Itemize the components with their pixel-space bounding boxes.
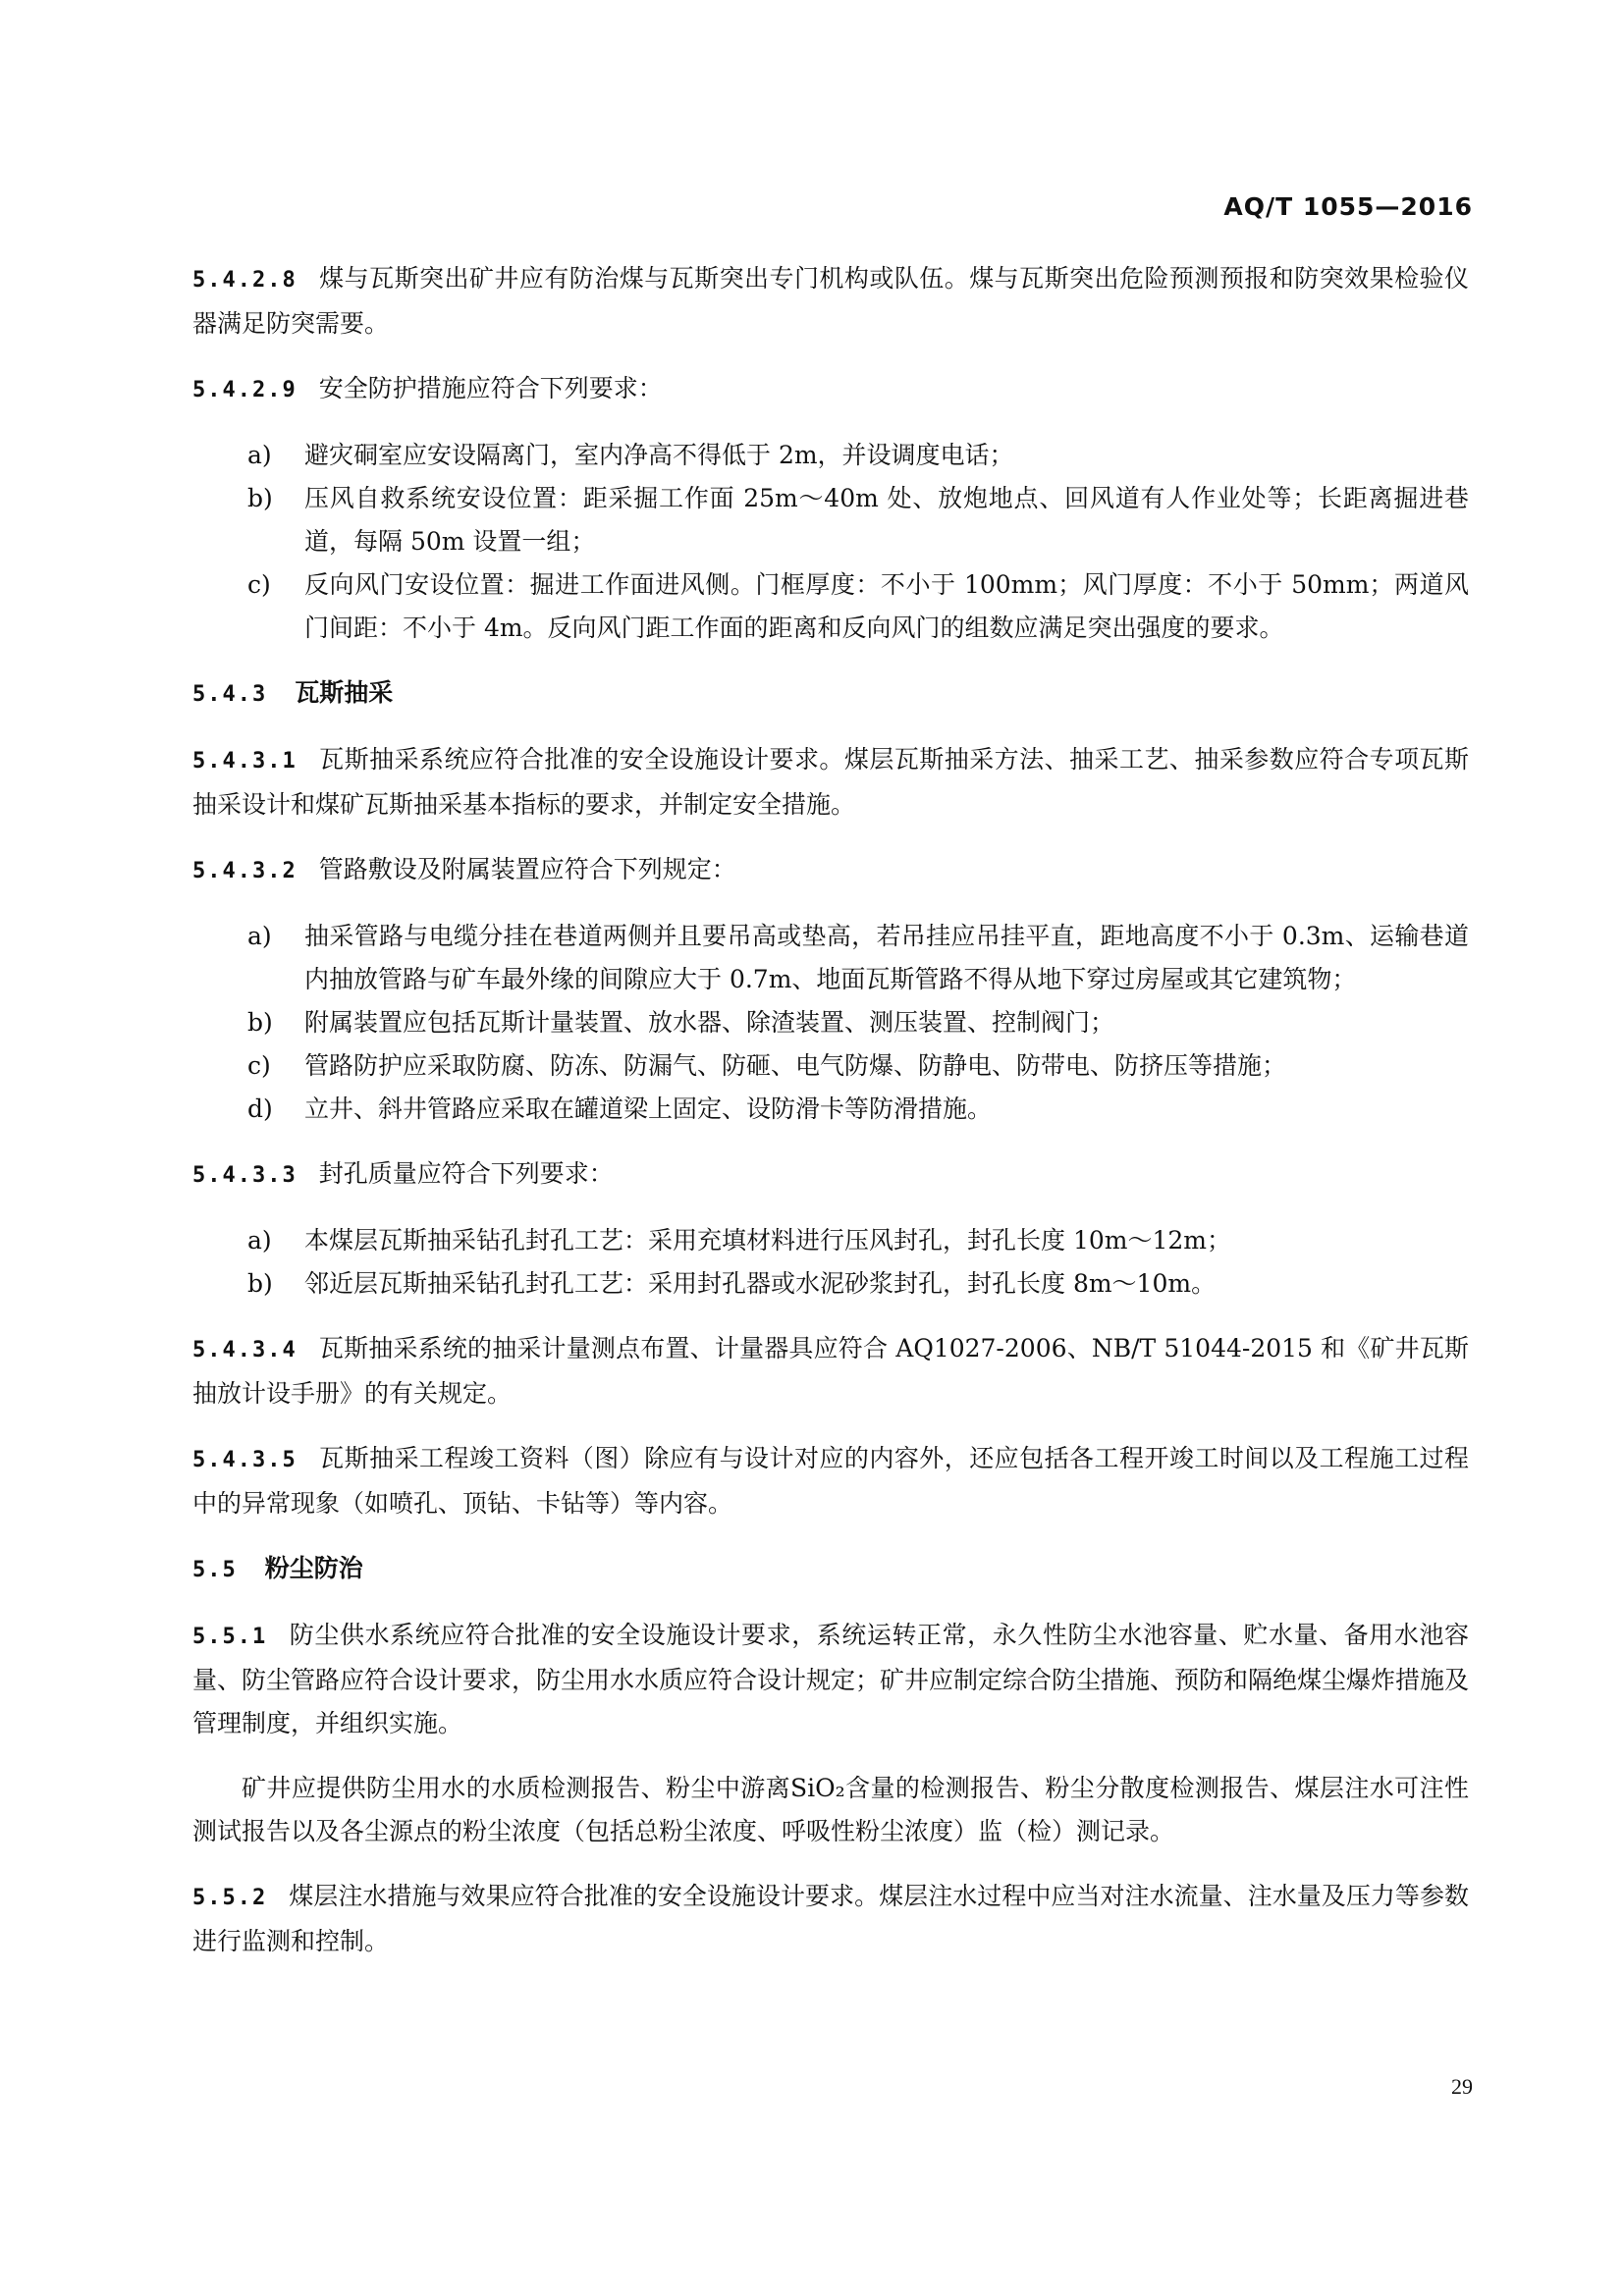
list-text: 邻近层瓦斯抽采钻孔封孔工艺：采用封孔器或水泥砂浆封孔，封孔长度 8m～10m。 xyxy=(304,1269,1217,1298)
list-label: b) xyxy=(247,1008,273,1037)
list-item xyxy=(192,1044,1469,1088)
list-text: 本煤层瓦斯抽采钻孔封孔工艺：采用充填材料进行压风封孔，封孔长度 10m～12m； xyxy=(304,1226,1231,1255)
clause-text: 煤层注水措施与效果应符合批准的安全设施设计要求。煤层注水过程中应当对注水流量、注水量及压力等参数进行监测和控制。 xyxy=(192,1882,1469,1955)
list-label: d) xyxy=(247,1095,273,1123)
list-label: c) xyxy=(247,570,271,599)
clause-text: 瓦斯抽采系统的抽采计量测点布置、计量器具应符合 AQ1027-2006、NB/T 51044-2015 和《矿井瓦斯抽放计设手册》的有关规定。 xyxy=(192,1334,1469,1408)
list-item xyxy=(192,1219,1469,1262)
clause-5-4-3-4 xyxy=(192,1327,1469,1415)
clause-text: 防尘供水系统应符合批准的安全设施设计要求，系统运转正常，永久性防尘水池容量、贮水量、备用水池容量、防尘管路应符合设计要求，防尘用水水质应符合设计规定；矿井应制定综合防尘措施、预防和隔绝煤尘爆炸措施及管理制度，并组织实施。 xyxy=(192,1621,1470,1737)
page-number: 29 xyxy=(1451,2074,1473,2099)
list-item xyxy=(192,1001,1469,1044)
clause-number: 5.4.3.3 xyxy=(192,1163,298,1188)
document-body xyxy=(192,257,1469,1985)
list-label: a) xyxy=(247,1226,272,1255)
clause-number: 5.4.3.5 xyxy=(192,1448,298,1472)
clause-text: 瓦斯抽采工程竣工资料（图）除应有与设计对应的内容外，还应包括各工程开竣工时间以及工程施工过程中的异常现象（如喷孔、顶钻、卡钻等）等内容。 xyxy=(192,1444,1469,1518)
list-label: b) xyxy=(247,484,273,512)
clause-number: 5.5.1 xyxy=(192,1625,268,1649)
list-5-4-3-3 xyxy=(192,1219,1469,1306)
clause-5-4-3-2 xyxy=(192,848,1469,893)
list-label: c) xyxy=(247,1051,271,1080)
clause-number: 5.4.3.2 xyxy=(192,859,298,883)
list-label: b) xyxy=(247,1269,273,1298)
list-text: 反向风门安设位置：掘进工作面进风侧。门框厚度：不小于 100mm；风门厚度：不小于 50mm；两道风门间距：不小于 4m。反向风门距工作面的距离和反向风门的组数应满足突出强度的要求。 xyxy=(304,570,1469,642)
clause-5-5-1 xyxy=(192,1614,1469,1745)
list-item xyxy=(192,434,1469,477)
clause-number: 5.5.2 xyxy=(192,1886,268,1910)
section-title: 粉尘防治 xyxy=(264,1554,363,1582)
list-item xyxy=(192,915,1469,1001)
list-label: a) xyxy=(247,441,272,469)
clause-number: 5.4.2.9 xyxy=(192,378,298,402)
list-label: a) xyxy=(247,922,272,950)
list-text: 抽采管路与电缆分挂在巷道两侧并且要吊高或垫高，若吊挂应吊挂平直，距地高度不小于 0.3m、运输巷道内抽放管路与矿车最外缘的间隙应大于 0.7m、地面瓦斯管路不得从地下穿过房屋或其它建筑物； xyxy=(304,922,1469,993)
list-text: 避灾硐室应安设隔离门，室内净高不得低于 2m，并设调度电话； xyxy=(304,441,1014,469)
list-item xyxy=(192,477,1469,563)
list-text: 管路防护应采取防腐、防冻、防漏气、防砸、电气防爆、防静电、防带电、防挤压等措施； xyxy=(304,1051,1287,1080)
clause-number: 5.4.3.4 xyxy=(192,1338,298,1362)
section-heading-5-5 xyxy=(192,1547,1469,1592)
list-5-4-2-9 xyxy=(192,434,1469,650)
document-code: AQ/T 1055—2016 xyxy=(1223,192,1473,221)
list-item xyxy=(192,563,1469,650)
clause-number: 5.4.2.8 xyxy=(192,268,298,293)
list-text: 压风自救系统安设位置：距采掘工作面 25m～40m 处、放炮地点、回风道有人作业处等；长距离掘进巷道，每隔 50m 设置一组； xyxy=(304,484,1469,556)
clause-5-4-2-9 xyxy=(192,367,1469,412)
clause-text: 安全防护措施应符合下列要求： xyxy=(318,374,663,402)
clause-text: 煤与瓦斯突出矿井应有防治煤与瓦斯突出专门机构或队伍。煤与瓦斯突出危险预测预报和防突效果检验仪器满足防突需要。 xyxy=(192,264,1469,338)
section-heading-5-4-3 xyxy=(192,671,1469,717)
list-text: 附属装置应包括瓦斯计量装置、放水器、除渣装置、测压装置、控制阀门； xyxy=(304,1008,1115,1037)
list-item xyxy=(192,1262,1469,1306)
clause-5-4-3-1 xyxy=(192,738,1469,827)
clause-5-5-1-continuation: 矿井应提供防尘用水的水质检测报告、粉尘中游离SiO₂含量的检测报告、粉尘分散度检测报告、煤层注水可注性测试报告以及各尘源点的粉尘浓度（包括总粉尘浓度、呼吸性粉尘浓度）监（检）测记录。 xyxy=(192,1774,1469,1845)
clause-5-4-3-3 xyxy=(192,1152,1469,1198)
list-5-4-3-2 xyxy=(192,915,1469,1131)
section-number: 5.5 xyxy=(192,1558,238,1582)
clause-number: 5.4.3.1 xyxy=(192,749,298,774)
section-number: 5.4.3 xyxy=(192,682,268,707)
list-item xyxy=(192,1088,1469,1131)
list-text: 立井、斜井管路应采取在罐道梁上固定、设防滑卡等防滑措施。 xyxy=(304,1095,993,1123)
clause-text: 瓦斯抽采系统应符合批准的安全设施设计要求。煤层瓦斯抽采方法、抽采工艺、抽采参数应符合专项瓦斯抽采设计和煤矿瓦斯抽采基本指标的要求，并制定安全措施。 xyxy=(192,745,1469,819)
clause-text: 管路敷设及附属装置应符合下列规定： xyxy=(318,855,736,883)
clause-5-4-3-5 xyxy=(192,1437,1469,1525)
clause-5-5-2 xyxy=(192,1875,1469,1963)
clause-5-4-2-8 xyxy=(192,257,1469,346)
section-title: 瓦斯抽采 xyxy=(295,678,394,707)
clause-text: 封孔质量应符合下列要求： xyxy=(318,1159,614,1188)
